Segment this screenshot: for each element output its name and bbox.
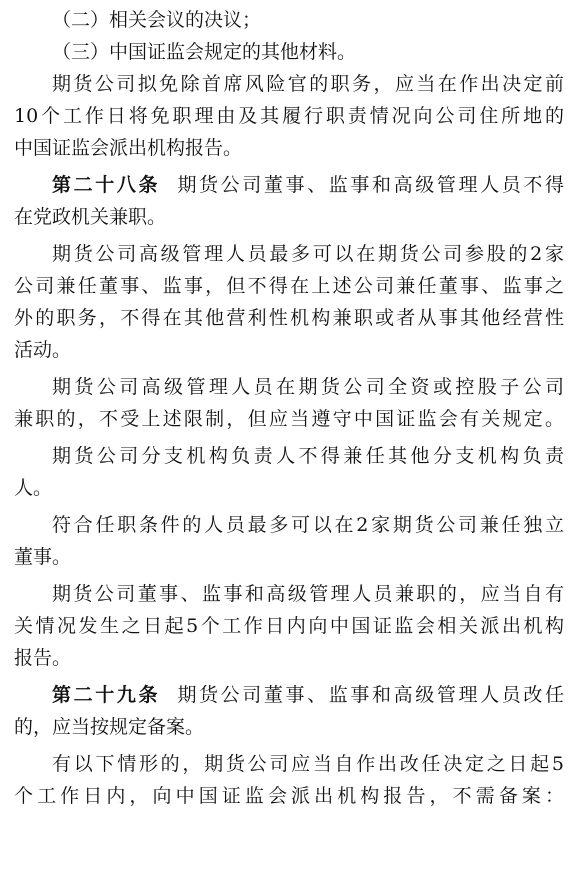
text-line: 有以下情形的，期货公司应当自作出改任决定之日起5 bbox=[52, 753, 564, 775]
article-29-text: 期货公司董事、监事和高级管理人员改任 bbox=[177, 684, 564, 706]
text-line: 的，应当按规定备案。 bbox=[14, 716, 205, 738]
article-28-first-line bbox=[14, 169, 564, 201]
text-line: 在党政机关兼职。 bbox=[14, 206, 167, 228]
text-line: 期货公司拟免除首席风险官的职务，应当在作出决定前 bbox=[52, 73, 564, 95]
text-line: 期货公司董事、监事和高级管理人员兼职的，应当自有 bbox=[52, 583, 564, 605]
text-line: 报告。 bbox=[14, 647, 72, 669]
text-line: 符合任职条件的人员最多可以在2家期货公司兼任独立 bbox=[52, 514, 564, 536]
text-line: 外的职务，不得在其他营利性机构兼职或者从事其他经营性 bbox=[14, 307, 564, 329]
text-line: （三）中国证监会规定的其他材料。 bbox=[52, 41, 357, 63]
text-line: 期货公司分支机构负责人不得兼任其他分支机构负责 bbox=[52, 445, 564, 467]
text-line: 人。 bbox=[14, 477, 53, 499]
text-line: 公司兼任董事、监事，但不得在上述公司兼任董事、监事之 bbox=[14, 275, 564, 297]
text-line: 兼职的，不受上述限制，但应当遵守中国证监会有关规定。 bbox=[14, 408, 564, 430]
text-line: 关情况发生之日起5个工作日内向中国证监会相关派出机构 bbox=[14, 615, 564, 637]
text-line: 个工作日内，向中国证监会派出机构报告，不需备案： bbox=[14, 785, 564, 807]
article-28-heading: 第二十八条 bbox=[52, 174, 161, 196]
text-line: （二）相关会议的决议； bbox=[52, 9, 262, 31]
article-29-first-line bbox=[14, 679, 564, 711]
text-line: 10个工作日将免职理由及其履行职责情况向公司住所地的 bbox=[14, 105, 564, 127]
document-page bbox=[14, 4, 564, 812]
text-line: 中国证监会派出机构报告。 bbox=[14, 137, 243, 159]
text-line: 期货公司高级管理人员最多可以在期货公司参股的2家 bbox=[52, 243, 564, 265]
article-29-heading: 第二十九条 bbox=[52, 684, 161, 706]
text-line: 期货公司高级管理人员在期货公司全资或控股子公司 bbox=[52, 376, 564, 398]
article-28-text: 期货公司董事、监事和高级管理人员不得 bbox=[177, 174, 564, 196]
text-line: 活动。 bbox=[14, 339, 72, 361]
text-line: 董事。 bbox=[14, 546, 72, 568]
